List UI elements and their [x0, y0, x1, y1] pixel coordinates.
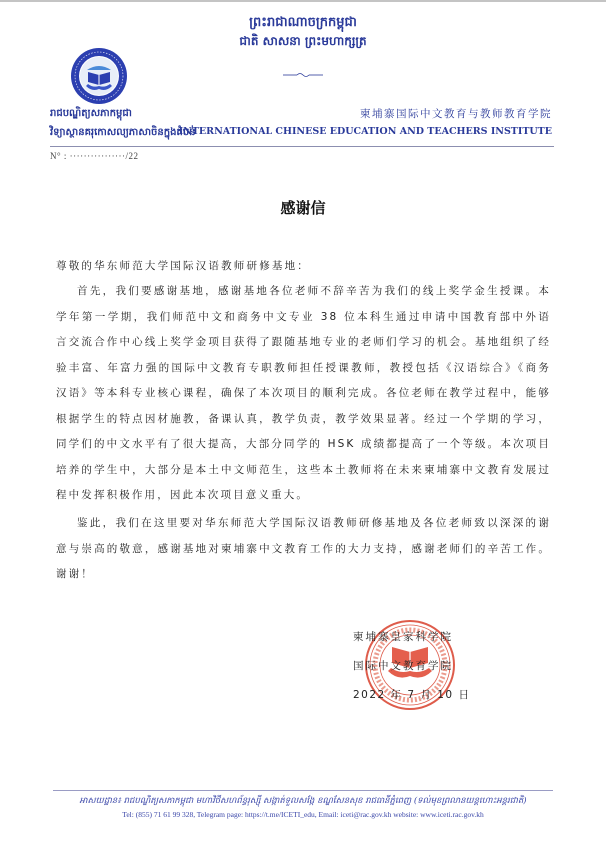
footer-address: អាសយដ្ឋាន៖ រាជបណ្ឌិត្យសភាកម្ពុជា មហាវិថីសហព័ន្ធរុស្ស៊ី សង្កាត់ទួលសង្កែ ខណ្ឌសែនសុខ រាជធានីភ្នំពេញ (ទល់មុខព្រលានយន្តហោះអន្តរជាតិ) [79, 796, 527, 806]
kingdom-motto: ជាតិ សាសនា ព្រះមហាក្សត្រ [239, 34, 367, 48]
org-name-chinese: 柬埔寨国际中文教育与教师教育学院 [360, 108, 552, 120]
top-border [0, 0, 606, 2]
kingdom-title: ព្រះរាជាណាចក្រកម្ពុជា [249, 15, 357, 30]
letter-paragraph: 鉴此，我们在这里要对华东师范大学国际汉语教师研修基地及各位老师致以深深的谢意与崇高的敬意，感谢基地对柬埔寨中文教育工作的大力支持，感谢老师们的辛苦工作。谢谢！ [56, 517, 551, 580]
header-divider [50, 146, 554, 147]
letter-title: 感谢信 [280, 199, 326, 217]
ornament-divider-icon [283, 71, 323, 79]
org-name-khmer-institute: វិទ្យាស្ថានគរុកោសល្យភាសាចិនក្នុងតំបន់ [50, 127, 196, 138]
footer-divider [53, 790, 553, 791]
signature-org-academy: 柬埔寨皇家科学院 [353, 631, 453, 643]
signature-date: 2022 年 7 月 10 日 [353, 689, 471, 701]
letter-salutation: 尊敬的华东师范大学国际汉语教师研修基地： [56, 260, 310, 272]
org-name-english: INTERNATIONAL CHINESE EDUCATION AND TEACHERS INSTITUTE [178, 126, 552, 137]
reference-number: N° : ················/22 [50, 151, 139, 161]
org-name-khmer-academy: រាជបណ្ឌិត្យសភាកម្ពុជា [50, 108, 132, 119]
signature-org-institute: 国际中文教育学院 [353, 660, 453, 672]
footer-contact-info: Tel: (855) 71 61 99 328, Telegram page: https://t.me/ICETI_edu, Email: iceti@rac.gov.kh website: www.iceti.rac.gov.kh [122, 810, 484, 819]
letter-paragraph: 首先，我们要感谢基地，感谢基地各位老师不辞辛苦为我们的线上奖学金生授课。本学年第一学期，我们师范中文和商务中文专业 38 位本科生通过申请中国教育部中外语言交流合作中心线上奖学金项目获得了跟随基地专业的老师们学习的机会。基地组织了经验丰富、年富力强的国际中文教育专职教师担任授课教师，教授包括《汉语综合》《商务汉语》等本科专业核心课程，确保了本次项目的顺利完成。各位老师在教学过程中，能够根据学生的特点因材施教，备课认真，教学负责，教学效果显著。经过一个学期的学习，同学们的中文水平有了很大提高，大部分同学的 HSK 成绩都提高了一个等级。本次项目培养的学生中，大部分是本土中文师范生，这些本土教师将在未来柬埔寨中文教育发展过程中发挥积极作用，因此本次项目意义重大。 [56, 285, 551, 501]
institute-logo-icon [69, 46, 129, 106]
